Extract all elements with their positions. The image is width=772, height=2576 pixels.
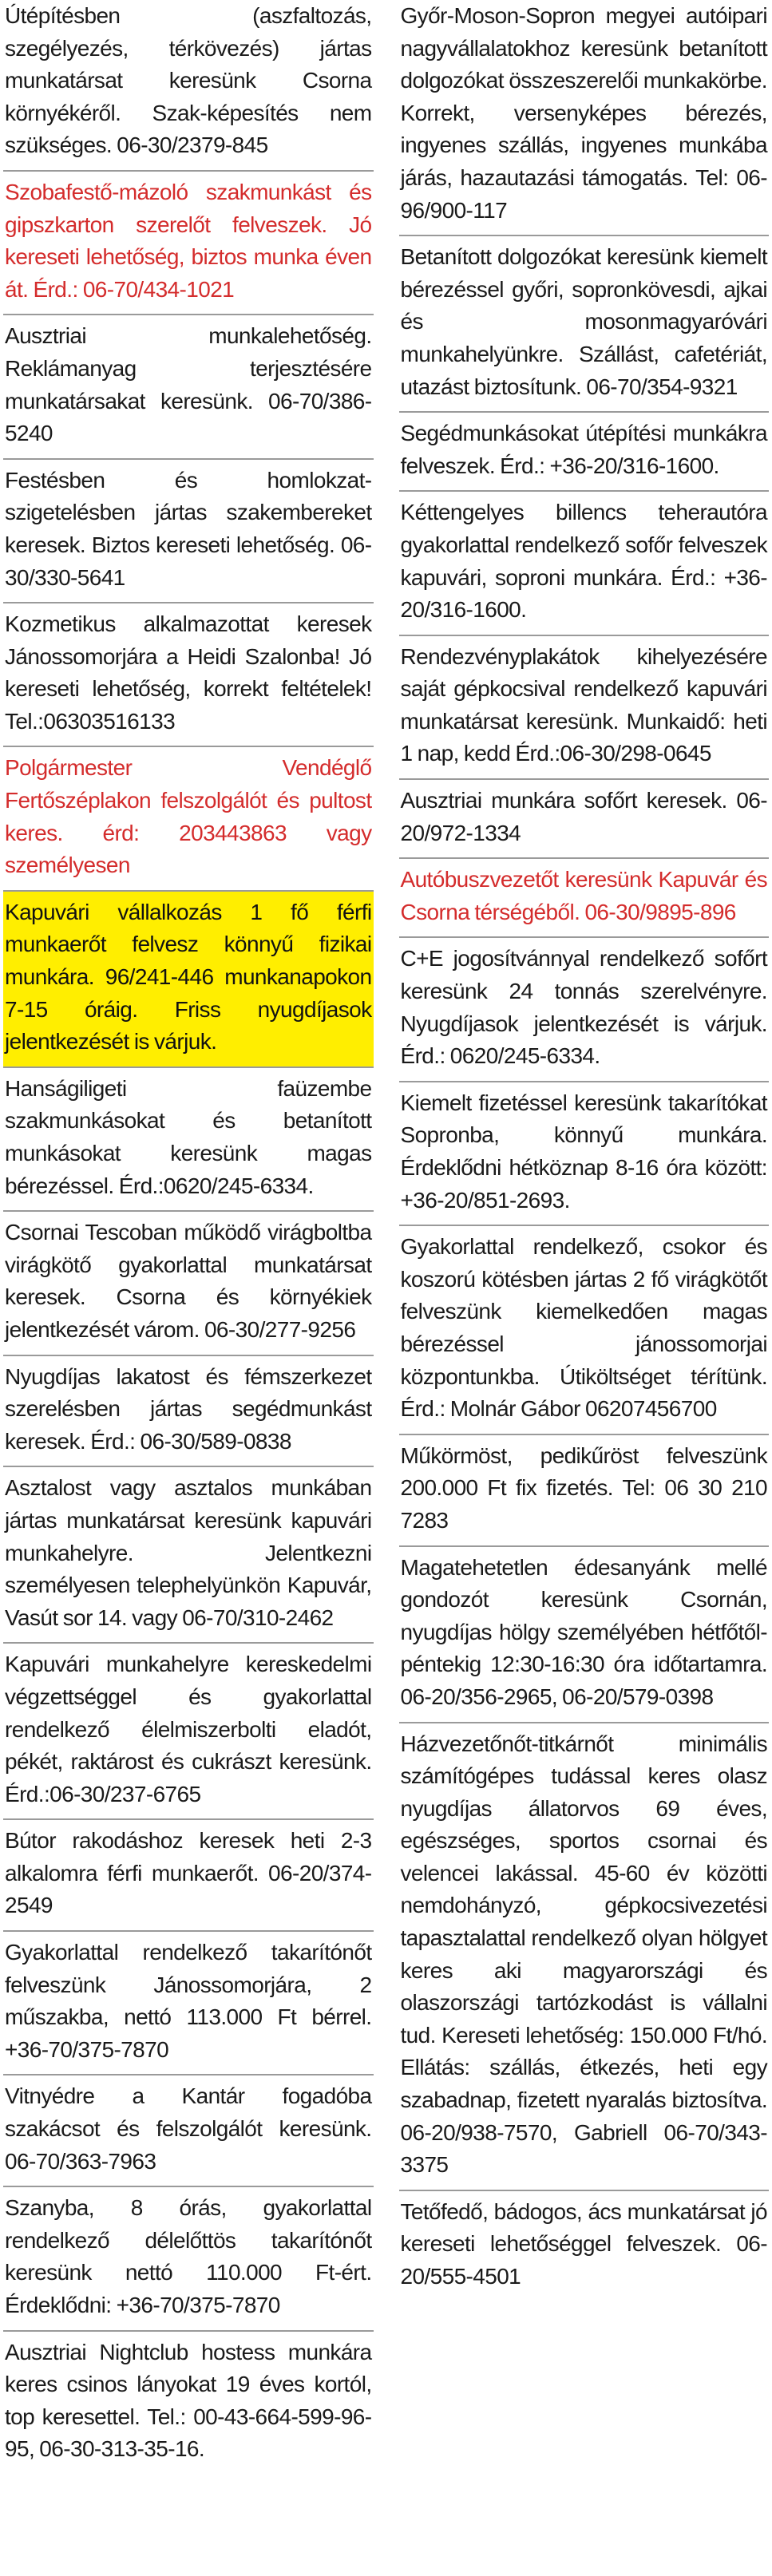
classified-ad: Festésben és homlokzat-szigetelésben jártas szakembereket keresek. Biztos kereseti lehetőség. 06-30/330-5641	[3, 460, 374, 603]
classified-ad: Magatehetetlen édesanyánk mellé gondozót keresünk Csornán, nyugdíjas hölgy személyében hétfőtől-péntekig 12:30-16:30 óra időtartamra. 06-20/356-2965, 06-20/579-0398	[399, 1547, 770, 1723]
classified-ad: Gyakorlattal rendelkező takarítónőt felveszünk Jánossomorjára, 2 műszakba, nettó 113.000 Ft bérrel. +36-70/375-7870	[3, 1932, 374, 2075]
classified-ad: Útépítésben (aszfaltozás, szegélyezés, térkövezés) jártas munkatársat keresünk Csorna környékéről. Szak-képesítés nem szükséges. 06-30/2379-845	[3, 0, 374, 172]
classified-ad: C+E jogosítvánnyal rendelkező sofőrt keresünk 24 tonnás szerelvényre. Nyugdíjasok jelentkezését is várjuk. Érd.: 0620/245-6334.	[399, 938, 770, 1082]
classified-ad: Gyakorlattal rendelkező, csokor és koszorú kötésben jártas 2 fő virágkötőt felveszünk kiemelkedően magas bérezéssel jánossomorjai központunkba. Útiköltséget térítünk. Érd.: Molnár Gábor 06207456700	[399, 1226, 770, 1435]
left-column	[3, 0, 374, 2576]
classified-ad: Szanyba, 8 órás, gyakorlattal rendelkező délelőttös takarítónőt keresünk nettó 110.000 Ft-ért. Érdeklődni: +36-70/375-7870	[3, 2187, 374, 2331]
classified-ad: Hanságiligeti faüzembe szakmunkásokat és betanított munkásokat keresünk magas bérezéssel. Érd.:0620/245-6334.	[3, 1068, 374, 1212]
classified-ad: Győr-Moson-Sopron megyei autóipari nagyvállalatokhoz keresünk betanított dolgozókat összeszerelői munkakörbe. Korrekt, versenyképes bérezés, ingyenes szállás, ingyenes munkába járás, hazautazási támogatás. Tel: 06-96/900-117	[399, 0, 770, 236]
classified-ad: Csornai Tescoban működő virágboltba virágkötő gyakorlattal munkatársat keresek. Csorna és környékiek jelentkezését várom. 06-30/277-9256	[3, 1212, 374, 1355]
classified-ad: Szobafestő-mázoló szakmunkást és gipszkarton szerelőt felveszek. Jó kereseti lehetőség, biztos munka éven át. Érd.: 06-70/434-1021	[3, 172, 374, 315]
classified-ad: Asztalost vagy asztalos munkában jártas munkatársat keresünk kapuvári munkahelyre. Jelentkezni személyesen telephelyünkön Kapuvár, Vasút sor 14. vagy 06-70/310-2462	[3, 1467, 374, 1644]
classified-ad: Ausztriai munkára sofőrt keresek. 06-20/972-1334	[399, 780, 770, 859]
classified-ad: Vitnyédre a Kantár fogadóba szakácsot és felszolgálót keresünk. 06-70/363-7963	[3, 2075, 374, 2187]
classified-ad: Műkörmöst, pedikűröst felveszünk 200.000 Ft fix fizetés. Tel: 06 30 210 7283	[399, 1435, 770, 1547]
classified-ad: Autóbuszvezetőt keresünk Kapuvár és Csorna térségéből. 06-30/9895-896	[399, 859, 770, 938]
classified-ad: Ausztriai munkalehetőség. Reklámanyag terjesztésére munkatársakat keresünk. 06-70/386-5240	[3, 315, 374, 459]
classified-ad: Betanított dolgozókat keresünk kiemelt bérezéssel győri, sopronkövesdi, ajkai és mosonmagyaróvári munkahelyünkre. Szállást, cafetériát, utazást biztosítunk. 06-70/354-9321	[399, 236, 770, 413]
classified-ad: Segédmunkásokat útépítési munkákra felveszek. Érd.: +36-20/316-1600.	[399, 413, 770, 492]
classified-ad: Nyugdíjas lakatost és fémszerkezet szerelésben jártas segédmunkást keresek. Érd.: 06-30/589-0838	[3, 1356, 374, 1468]
classified-ad: Polgármester Vendéglő Fertőszéplakon felszolgálót és pultost keres. érd: 203443863 vagy személyesen	[3, 747, 374, 891]
classified-ad: Ausztriai Nightclub hostess munkára keres csinos lányokat 19 éves kortól, top keresettel. Tel.: 00-43-664-599-96-95, 06-30-313-35-16.	[5, 2339, 372, 2462]
classified-ad: Kapuvári munkahelyre kereskedelmi végzettséggel és gyakorlattal rendelkező élelmiszerbolti eladót, pékét, raktárost és cukrászt keresünk. Érd.:06-30/237-6765	[3, 1644, 374, 1820]
classified-ad: Bútor rakodáshoz keresek heti 2-3 alkalomra férfi munkaerőt. 06-20/374-2549	[3, 1820, 374, 1932]
right-column	[399, 0, 770, 2576]
classified-ad: Tetőfedő, bádogos, ács munkatársat jó kereseti lehetőséggel felveszek. 06-20/555-4501	[400, 2198, 767, 2289]
classified-ad: Rendezvényplakátok kihelyezésére saját gépkocsival rendelkező kapuvári munkatársat keresünk. Munkaidő: heti 1 nap, kedd Érd.:06-30/298-0645	[399, 636, 770, 780]
classified-ad: Kapuvári vállalkozás 1 fő férfi munkaerőt felvesz könnyű fizikai munkára. 96/241-446 munkanapokon 7-15 óráig. Friss nyugdíjasok jelentkezését is várjuk.	[3, 892, 374, 1068]
classified-ad: Házvezetőnőt-titkárnőt minimális számítógépes tudással keres olasz nyugdíjas állatorvos 69 éves, egészséges, sportos csornai és velencei lakással. 45-60 év közötti nemdohányzó, gépkocsivezetési tapasztalattal rendelkező olyan hölgyet keres aki magyarországi és olaszországi tartózkodást is vállalni tud. Kereseti lehetőség: 150.000 Ft/hó. Ellátás: szállás, étkezés, heti egy szabadnap, fizetett nyaralás biztosítva. 06-20/938-7570, Gabriell 06-70/343-3375	[399, 1723, 770, 2191]
classified-ad: Kiemelt fizetéssel keresünk takarítókat Sopronba, könnyű munkára. Érdeklődni hétköznap 8-16 óra között: +36-20/851-2693.	[399, 1082, 770, 1226]
classified-ad: Kéttengelyes billencs teherautóra gyakorlattal rendelkező sofőr felveszek kapuvári, soproni munkára. Érd.: +36-20/316-1600.	[399, 492, 770, 635]
classified-ad: Kozmetikus alkalmazottat keresek Jánossomorjára a Heidi Szalonba! Jó kereseti lehetőség, korrekt feltételek! Tel.:06303516133	[3, 603, 374, 747]
